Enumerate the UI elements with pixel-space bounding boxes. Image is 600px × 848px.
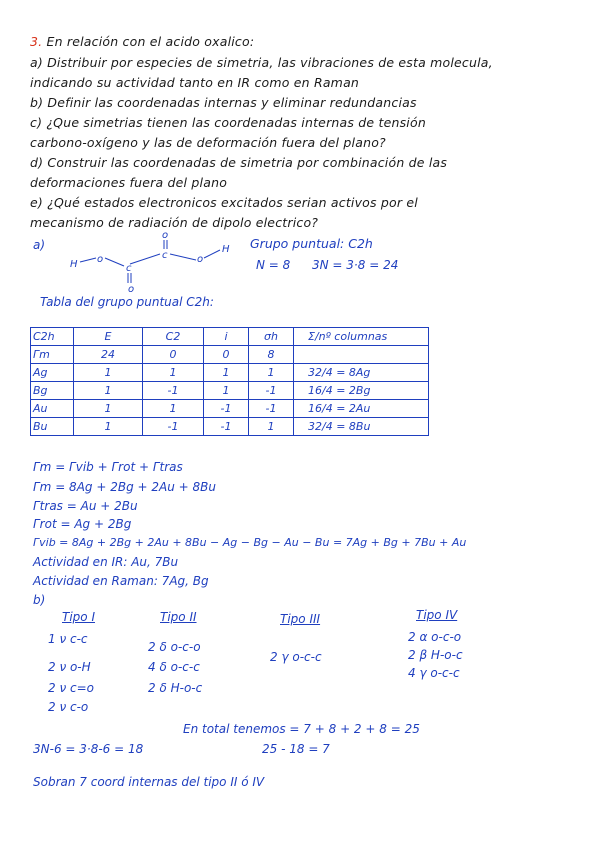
table-cell: 1 — [74, 400, 143, 418]
table-cell: 1 — [204, 364, 249, 382]
table-cell — [294, 346, 429, 364]
type-i-item: 2 ν c-o — [48, 700, 89, 714]
gamma-rot: Γrot = Ag + 2Bg — [33, 517, 132, 531]
atom-count: N = 8 — [256, 258, 291, 272]
type-iii-item: 2 γ o-c-c — [270, 650, 322, 664]
atom-o-left: o — [97, 254, 104, 265]
table-cell: -1 — [204, 418, 249, 436]
question-3-text: En relación con el acido oxalico: — [46, 34, 255, 49]
table-header-cell: σh — [249, 328, 294, 346]
question-e-line2: mecanismo de radiación de dipolo electrico? — [30, 215, 319, 230]
type-iv-item: 2 β H-o-c — [408, 648, 463, 662]
table-cell: 0 — [204, 346, 249, 364]
atom-c-left: c — [126, 263, 132, 274]
type-iv-item: 2 α o-c-o — [408, 630, 462, 644]
vibrational-dof: 3N-6 = 3·8-6 = 18 — [33, 742, 144, 756]
table-header-cell: Σ/nº columnas — [294, 328, 429, 346]
table-cell: Bu — [31, 418, 74, 436]
degrees-of-freedom: 3N = 3·8 = 24 — [312, 258, 399, 272]
table-cell: 16/4 = 2Bg — [294, 382, 429, 400]
table-header-row — [31, 328, 429, 346]
type-i-title: Tipo I — [62, 610, 95, 624]
table-cell: Bg — [31, 382, 74, 400]
table-cell: 32/4 = 8Ag — [294, 364, 429, 382]
table-cell: 1 — [74, 382, 143, 400]
question-3-heading — [30, 34, 254, 49]
part-a-label: a) — [33, 238, 46, 252]
table-row — [31, 364, 429, 382]
redundancy-count: 25 - 18 = 7 — [262, 742, 330, 756]
type-i-item: 2 ν c=o — [48, 681, 94, 695]
table-cell: -1 — [143, 382, 204, 400]
table-cell: Au — [31, 400, 74, 418]
table-cell: 0 — [143, 346, 204, 364]
table-cell: 1 — [249, 364, 294, 382]
atom-h-left: H — [70, 259, 78, 270]
table-row — [31, 382, 429, 400]
table-cell: 1 — [74, 418, 143, 436]
atom-h-right: H — [222, 244, 230, 255]
type-i-item: 1 ν c-c — [48, 632, 88, 646]
question-d-line2: deformaciones fuera del plano — [30, 175, 228, 190]
table-cell: -1 — [204, 400, 249, 418]
table-cell: Ag — [31, 364, 74, 382]
type-ii-item: 4 δ o-c-c — [148, 660, 200, 674]
table-title: Tabla del grupo puntual C2h: — [40, 295, 214, 309]
atom-c-right: c — [162, 250, 168, 261]
table-cell: 24 — [74, 346, 143, 364]
table-cell: 1 — [74, 364, 143, 382]
table-row — [31, 346, 429, 364]
ir-activity: Actividad en IR: Au, 7Bu — [33, 555, 179, 569]
table-cell: 1 — [249, 418, 294, 436]
question-a-line1: a) Distribuir por especies de simetria, las vibraciones de esta molecula, — [30, 55, 493, 70]
table-cell: -1 — [143, 418, 204, 436]
question-c-line1: c) ¿Que simetrias tienen las coordenadas internas de tensión — [30, 115, 426, 130]
raman-activity: Actividad en Raman: 7Ag, Bg — [33, 574, 209, 588]
table-cell: -1 — [249, 400, 294, 418]
gamma-vib: Γvib = 8Ag + 2Bg + 2Au + 8Bu − Ag − Bg − Au − Bu = 7Ag + Bg + 7Bu + Au — [33, 536, 467, 549]
atom-o-right: o — [197, 254, 204, 265]
table-cell: 16/4 = 2Au — [294, 400, 429, 418]
question-a-line2: indicando su actividad tanto en IR como en Raman — [30, 75, 360, 90]
atom-o-bottom: o — [128, 284, 135, 295]
table-header-cell: C2 — [143, 328, 204, 346]
type-ii-title: Tipo II — [160, 610, 197, 624]
table-cell: Γm — [31, 346, 74, 364]
type-i-item: 2 ν o-H — [48, 660, 91, 674]
type-ii-item: 2 δ H-o-c — [148, 681, 203, 695]
type-iv-title: Tipo IV — [416, 608, 458, 622]
total-count: En total tenemos = 7 + 8 + 2 + 8 = 25 — [183, 722, 420, 736]
table-row — [31, 400, 429, 418]
character-table — [30, 327, 429, 436]
bond-lines — [60, 228, 240, 298]
gamma-m-result: Γm = 8Ag + 2Bg + 2Au + 8Bu — [33, 480, 216, 494]
question-d-line1: d) Construir las coordenadas de simetria por combinación de las — [30, 155, 448, 170]
question-e-line1: e) ¿Qué estados electronicos excitados serian activos por el — [30, 195, 418, 210]
type-iv-item: 4 γ o-c-c — [408, 666, 460, 680]
question-c-line2: carbono-oxígeno y las de deformación fuera del plano? — [30, 135, 386, 150]
type-iii-title: Tipo III — [280, 612, 321, 626]
gamma-decomposition: Γm = Γvib + Γrot + Γtras — [33, 460, 183, 474]
question-number: 3. — [30, 34, 43, 49]
question-b: b) Definir las coordenadas internas y eliminar redundancias — [30, 95, 417, 110]
part-b-label: b) — [33, 593, 46, 607]
table-row — [31, 418, 429, 436]
table-header-cell: i — [204, 328, 249, 346]
type-ii-item: 2 δ o-c-o — [148, 640, 201, 654]
table-cell: 1 — [204, 382, 249, 400]
point-group-label: Grupo puntual: C2h — [250, 236, 373, 251]
table-cell: 1 — [143, 400, 204, 418]
table-header-cell: E — [74, 328, 143, 346]
gamma-tras: Γtras = Au + 2Bu — [33, 499, 138, 513]
atom-o-top: o — [162, 230, 169, 241]
conclusion: Sobran 7 coord internas del tipo II ó IV — [33, 775, 265, 789]
table-cell: 8 — [249, 346, 294, 364]
table-cell: 32/4 = 8Bu — [294, 418, 429, 436]
table-cell: -1 — [249, 382, 294, 400]
table-cell: 1 — [143, 364, 204, 382]
table-header-cell: C2h — [31, 328, 74, 346]
